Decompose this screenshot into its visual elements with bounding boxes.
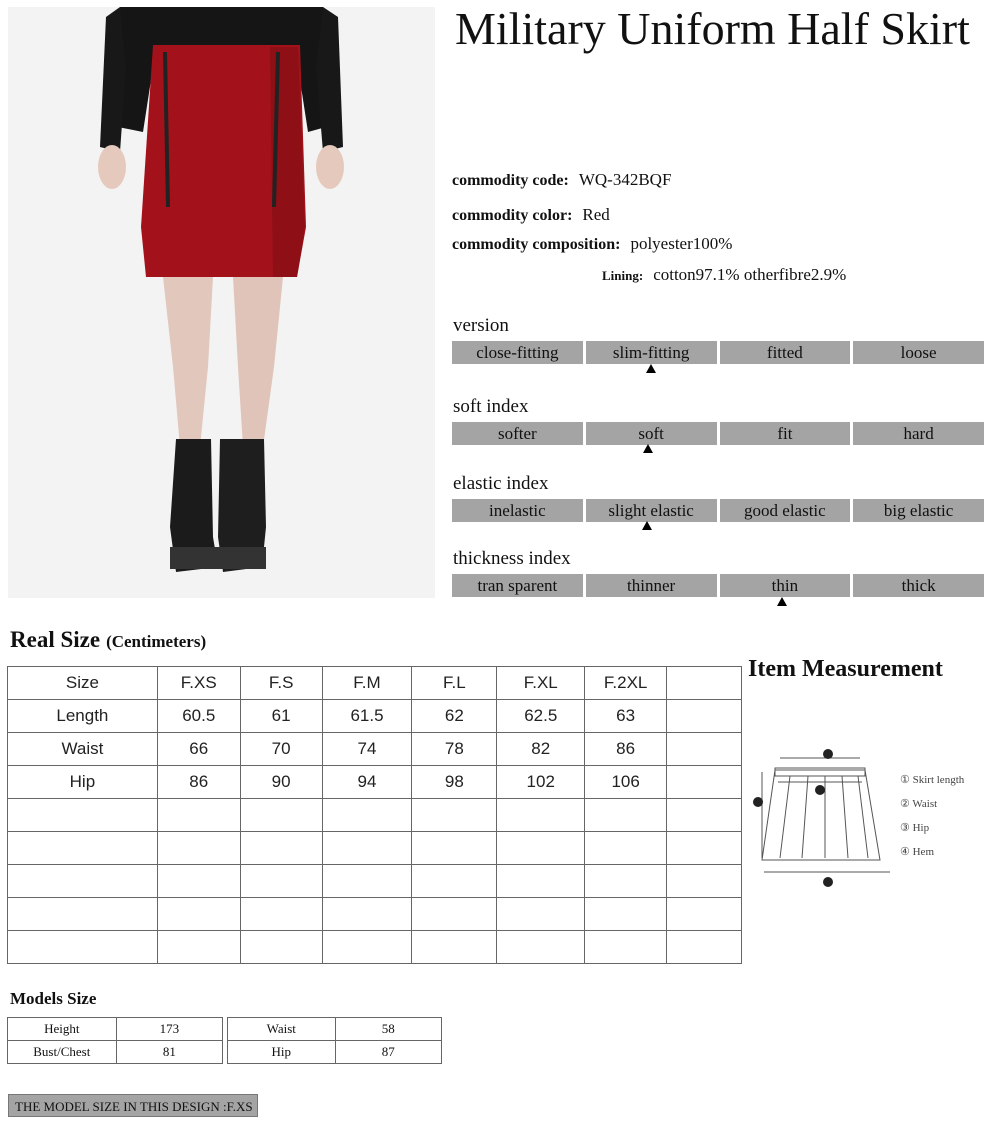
soft-index-scale (452, 422, 984, 445)
table-cell: Bust/Chest (8, 1041, 117, 1064)
lining-label: Lining: (602, 268, 644, 283)
table-row-empty (8, 931, 742, 964)
table-cell: F.M (322, 667, 412, 700)
composition-label: commodity composition: (452, 236, 621, 253)
elastic-index-option: big elastic (853, 499, 984, 522)
color-value: Red (582, 205, 610, 224)
table-cell: 94 (322, 766, 412, 799)
table-cell: Hip (228, 1041, 336, 1064)
models-table-left (7, 1017, 223, 1064)
table-cell: 66 (157, 733, 240, 766)
soft-index-marker-icon (643, 444, 653, 453)
elastic-index-option: inelastic (452, 499, 583, 522)
code-label: commodity code: (452, 172, 569, 189)
item-measurement-title: Item Measurement (748, 656, 943, 682)
thickness-index-option: thinner (586, 574, 717, 597)
version-title: version (453, 315, 509, 336)
soft-index-option: fit (720, 422, 851, 445)
legend-item: ① Skirt length (900, 774, 965, 786)
version-option: fitted (720, 341, 851, 364)
soft-index-title: soft index (453, 396, 529, 417)
table-cell: Waist (8, 733, 158, 766)
table-row (8, 766, 742, 799)
version-scale (452, 341, 984, 364)
elastic-index-scale (452, 499, 984, 522)
thickness-index-marker-icon (777, 597, 787, 606)
thickness-index-option: thin (720, 574, 851, 597)
table-cell: 70 (240, 733, 322, 766)
model-size-note: THE MODEL SIZE IN THIS DESIGN :F.XS (8, 1094, 258, 1117)
composition-value: polyester100% (630, 234, 733, 253)
measurement-legend (900, 768, 964, 864)
table-cell: 86 (157, 766, 240, 799)
real-size-title: Real Size (10, 627, 101, 652)
table-row (8, 1041, 223, 1064)
table-cell: F.L (412, 667, 497, 700)
size-table-header (8, 667, 742, 700)
table-cell: 81 (116, 1041, 222, 1064)
size-table (7, 666, 742, 964)
version-option: close-fitting (452, 341, 583, 364)
legend-item: ④ Hem (900, 846, 934, 858)
product-photo (8, 7, 435, 598)
table-row (228, 1018, 442, 1041)
elastic-index-marker-icon (642, 521, 652, 530)
table-cell: 58 (335, 1018, 441, 1041)
table-cell: F.XL (497, 667, 585, 700)
table-cell: 74 (322, 733, 412, 766)
table-cell: Waist (228, 1018, 336, 1041)
table-row-empty (8, 832, 742, 865)
real-size-unit: (Centimeters) (106, 632, 207, 651)
table-cell: 62.5 (497, 700, 585, 733)
table-cell: 61.5 (322, 700, 412, 733)
table-cell: 61 (240, 700, 322, 733)
code-row (452, 170, 671, 190)
version-option: loose (853, 341, 984, 364)
models-table-right (227, 1017, 442, 1064)
thickness-index-scale (452, 574, 984, 597)
code-value: WQ-342BQF (578, 170, 672, 189)
color-label: commodity color: (452, 207, 573, 224)
table-cell: 106 (585, 766, 667, 799)
composition-row (452, 234, 732, 254)
thickness-index-title: thickness index (453, 548, 571, 569)
table-cell: 78 (412, 733, 497, 766)
table-cell (667, 700, 742, 733)
thickness-index-option: tran sparent (452, 574, 583, 597)
table-cell: 87 (335, 1041, 441, 1064)
table-row-empty (8, 898, 742, 931)
table-cell (667, 667, 742, 700)
table-cell: Size (8, 667, 158, 700)
table-cell: 173 (116, 1018, 222, 1041)
table-row-empty (8, 865, 742, 898)
table-row (8, 700, 742, 733)
version-option: slim-fitting (586, 341, 717, 364)
lining-value: cotton97.1% otherfibre2.9% (653, 265, 847, 284)
table-cell: 60.5 (157, 700, 240, 733)
soft-index-option: hard (853, 422, 984, 445)
table-row (8, 733, 742, 766)
table-row-empty (8, 799, 742, 832)
legend-item: ③ Hip (900, 822, 930, 834)
table-cell: F.2XL (585, 667, 667, 700)
table-cell (667, 733, 742, 766)
table-cell: F.XS (157, 667, 240, 700)
soft-index-option: soft (586, 422, 717, 445)
color-row (452, 205, 610, 225)
table-cell: 102 (497, 766, 585, 799)
table-cell: 86 (585, 733, 667, 766)
soft-index-option: softer (452, 422, 583, 445)
elastic-index-option: slight elastic (586, 499, 717, 522)
product-title: Military Uniform Half Skirt (455, 3, 970, 54)
skirt-diagram-icon (750, 740, 900, 890)
table-cell: 98 (412, 766, 497, 799)
table-cell: Length (8, 700, 158, 733)
table-cell: 82 (497, 733, 585, 766)
elastic-index-title: elastic index (453, 473, 549, 494)
real-size-heading (10, 627, 206, 653)
version-marker-icon (646, 364, 656, 373)
lining-row (602, 265, 846, 285)
table-cell: 63 (585, 700, 667, 733)
table-cell (667, 766, 742, 799)
legend-item: ② Waist (900, 798, 938, 810)
models-size-title: Models Size (10, 989, 97, 1008)
table-cell: Height (8, 1018, 117, 1041)
table-cell: 90 (240, 766, 322, 799)
table-row (8, 1018, 223, 1041)
table-cell: F.S (240, 667, 322, 700)
thickness-index-option: thick (853, 574, 984, 597)
table-cell: 62 (412, 700, 497, 733)
elastic-index-option: good elastic (720, 499, 851, 522)
table-cell: Hip (8, 766, 158, 799)
table-row (228, 1041, 442, 1064)
